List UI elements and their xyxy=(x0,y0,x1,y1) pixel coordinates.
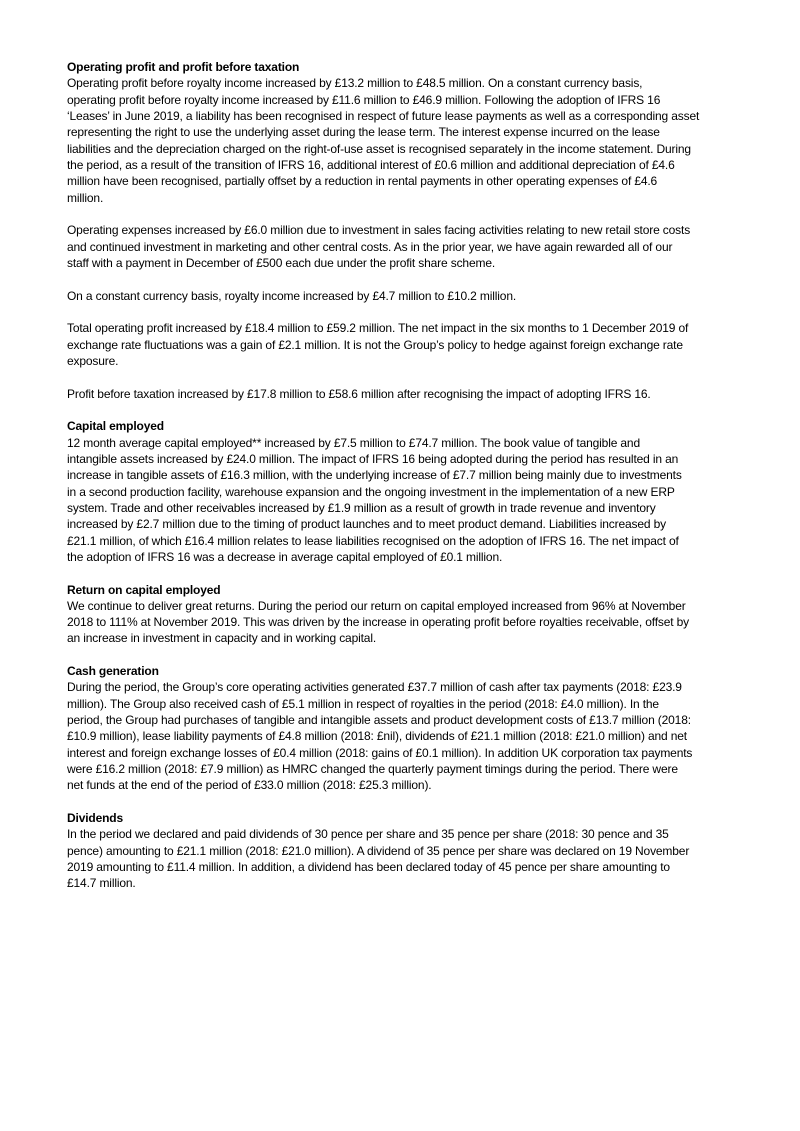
text-line: Total operating profit increased by £18.4 million to £59.2 million. The net impact in the six months to 1 December 2019 of xyxy=(67,321,689,336)
paragraph xyxy=(67,222,767,271)
paragraph xyxy=(67,386,767,402)
text-line: ‘Leases’ in June 2019, a liability has been recognised in respect of future lease payments as well as a corresponding asset xyxy=(67,108,700,123)
text-line: million have been recognised, partially offset by a reduction in rental payments in other operating expenses of £4.6 xyxy=(67,174,658,189)
text-line: representing the right to use the underlying asset during the lease term. The interest expense incurred on the lease xyxy=(67,125,660,140)
paragraph xyxy=(67,75,767,206)
paragraph-spacer xyxy=(67,271,767,287)
section-spacer xyxy=(67,794,767,810)
section-heading: Return on capital employed xyxy=(67,582,221,597)
text-line: million). The Group also received cash of £5.1 million in respect of royalties in the period (2018: £4.0 million). In the xyxy=(67,696,659,711)
section xyxy=(67,418,767,565)
paragraph xyxy=(67,598,767,647)
text-line: Operating expenses increased by £6.0 million due to investment in sales facing activities relating to new retail store costs xyxy=(67,223,691,238)
text-line: We continue to deliver great returns. During the period our return on capital employed increased from 96% at November xyxy=(67,598,686,613)
paragraph xyxy=(67,679,767,793)
text-line: the adoption of IFRS 16 was a decrease in average capital employed of £0.1 million. xyxy=(67,549,503,564)
text-line: 12 month average capital employed** increased by £7.5 million to £74.7 million. The book value of tangible and xyxy=(67,435,640,450)
text-line: £14.7 million. xyxy=(67,876,136,891)
section-heading: Capital employed xyxy=(67,419,164,434)
paragraph-spacer xyxy=(67,304,767,320)
text-line: During the period, the Group’s core operating activities generated £37.7 million of cash after tax payments (2018: £23.9 xyxy=(67,680,682,695)
text-line: liabilities and the depreciation charged on the right-of-use asset is recognised separately in the income statement. During xyxy=(67,141,691,156)
paragraph xyxy=(67,826,767,891)
text-line: million. xyxy=(67,190,104,205)
section-spacer xyxy=(67,402,767,418)
section xyxy=(67,810,767,892)
paragraph-spacer xyxy=(67,369,767,385)
text-line: 2018 to 111% at November 2019. This was driven by the increase in operating profit before royalties receivable, offset by xyxy=(67,615,689,630)
section-spacer xyxy=(67,565,767,581)
text-line: increased by £2.7 million due to the timing of product launches and to meet product demand. Liabilities increased by xyxy=(67,517,666,532)
section-heading: Dividends xyxy=(67,811,123,826)
paragraph xyxy=(67,435,767,566)
section-heading: Cash generation xyxy=(67,664,159,679)
paragraph xyxy=(67,320,767,369)
text-line: £10.9 million), lease liability payments of £4.8 million (2018: £nil), dividends of £21.1 million (2018: £21.0 million) and net xyxy=(67,729,687,744)
text-line: 2019 amounting to £11.4 million. In addition, a dividend has been declared today of 45 pence per share amounting to xyxy=(67,860,670,875)
paragraph-spacer xyxy=(67,206,767,222)
text-line: in a second production facility, warehouse expansion and the ongoing investment in the implementation of a new ERP xyxy=(67,484,675,499)
document-body xyxy=(67,59,767,892)
text-line: exchange rate fluctuations was a gain of £2.1 million. It is not the Group’s policy to hedge against foreign exchange rate xyxy=(67,337,683,352)
section xyxy=(67,582,767,647)
section-spacer xyxy=(67,647,767,663)
text-line: system. Trade and other receivables increased by £1.9 million as a result of growth in trade revenue and inventory xyxy=(67,500,656,515)
text-line: the period, as a result of the transition of IFRS 16, additional interest of £0.6 million and additional depreciation of £4.6 xyxy=(67,157,675,172)
text-line: were £16.2 million (2018: £7.9 million) as HMRC changed the quarterly payment timings during the period. There were xyxy=(67,762,678,777)
text-line: and continued investment in marketing and other central costs. As in the prior year, we have again rewarded all of our xyxy=(67,239,673,254)
section-heading: Operating profit and profit before taxation xyxy=(67,60,300,74)
section xyxy=(67,59,767,402)
text-line: Operating profit before royalty income increased by £13.2 million to £48.5 million. On a constant currency basis, xyxy=(67,76,643,91)
section xyxy=(67,663,767,794)
text-line: period, the Group had purchases of tangible and intangible assets and product development costs of £13.7 million (2018: xyxy=(67,713,691,728)
text-line: staff with a payment in December of £500 each due under the profit share scheme. xyxy=(67,255,496,270)
text-line: interest and foreign exchange losses of £0.4 million (2018: gains of £0.1 million). In addition UK corporation tax payments xyxy=(67,745,693,760)
text-line: increase in tangible assets of £16.3 million, with the underlying increase of £7.7 million being mainly due to investments xyxy=(67,468,682,483)
text-line: net funds at the end of the period of £33.0 million (2018: £25.3 million). xyxy=(67,778,432,793)
text-line: operating profit before royalty income increased by £11.6 million to £46.9 million. Following the adoption of IFRS 16 xyxy=(67,92,661,107)
text-line: Profit before taxation increased by £17.8 million to £58.6 million after recognising the impact of adopting IFRS 16. xyxy=(67,386,651,401)
paragraph xyxy=(67,288,767,304)
text-line: intangible assets increased by £24.0 million. The impact of IFRS 16 being adopted during the period has resulted in an xyxy=(67,451,679,466)
text-line: In the period we declared and paid dividends of 30 pence per share and 35 pence per share (2018: 30 pence and 35 xyxy=(67,827,669,842)
text-line: an increase in investment in capacity and in working capital. xyxy=(67,631,377,646)
text-line: On a constant currency basis, royalty income increased by £4.7 million to £10.2 million. xyxy=(67,288,517,303)
text-line: pence) amounting to £21.1 million (2018: £21.0 million). A dividend of 35 pence per share was declared on 19 November xyxy=(67,843,690,858)
text-line: £21.1 million, of which £16.4 million relates to lease liabilities recognised on the adoption of IFRS 16. The net impact of xyxy=(67,533,679,548)
text-line: exposure. xyxy=(67,353,119,368)
